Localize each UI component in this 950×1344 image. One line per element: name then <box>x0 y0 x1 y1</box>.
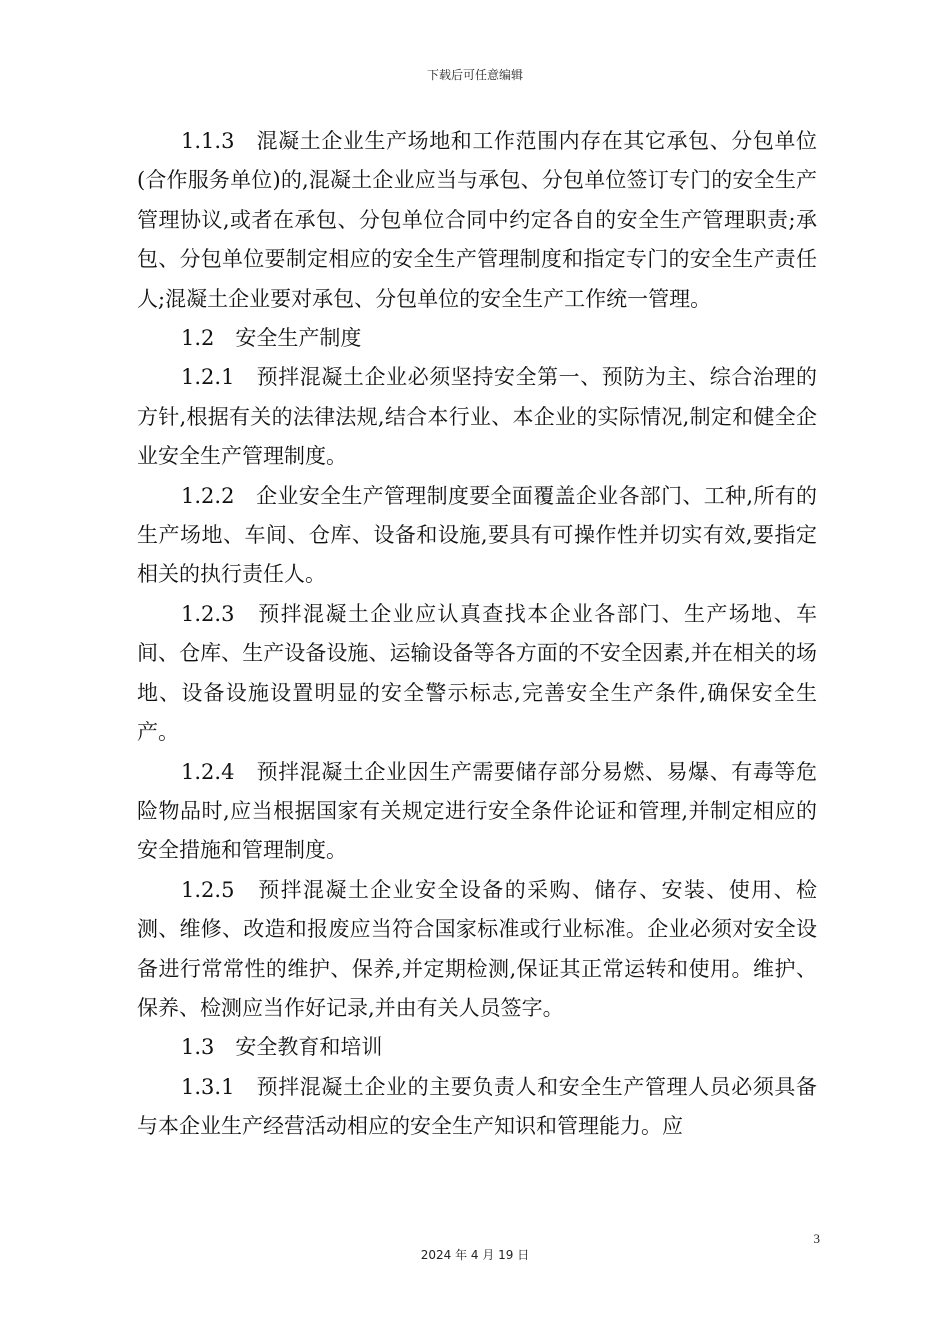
paragraph-1-2-2: 1.2.2 企业安全生产管理制度要全面覆盖企业各部门、工种,所有的生产场地、车间、仓库、设备和设施,要具有可操作性并切实有效,要指定相关的执行责任人。 <box>137 483 817 587</box>
heading-1-3: 1.3 安全教育和培训 <box>181 1035 383 1060</box>
header-note: 下载后可任意编辑 <box>426 68 523 82</box>
footer-date: 2024 年 4 月 19 日 <box>420 1248 530 1262</box>
paragraph-1-2-3: 1.2.3 预拌混凝土企业应认真查找本企业各部门、生产场地、车间、仓库、生产设备设施、运输设备等各方面的不安全因素,并在相关的场地、设备设施设置明显的安全警示标志,完善安全生产条件,确保安全生产。 <box>137 601 817 745</box>
paragraph-1-1-3: 1.1.3 混凝土企业生产场地和工作范围内存在其它承包、分包单位(合作服务单位)的,混凝土企业应当与承包、分包单位签订专门的安全生产管理协议,或者在承包、分包单位合同中约定各自的安全生产管理职责;承包、分包单位要制定相应的安全生产管理制度和指定专门的安全生产责任人;混凝土企业要对承包、分包单位的安全生产工作统一管理。 <box>137 129 817 311</box>
paragraph-1-2-1: 1.2.1 预拌混凝土企业必须坚持安全第一、预防为主、综合治理的方针,根据有关的法律法规,结合本行业、本企业的实际情况,制定和健全企业安全生产管理制度。 <box>137 365 817 469</box>
document-body <box>137 122 817 1147</box>
paragraph-1-2-4: 1.2.4 预拌混凝土企业因生产需要储存部分易燃、易爆、有毒等危险物品时,应当根据国家有关规定进行安全条件论证和管理,并制定相应的安全措施和管理制度。 <box>137 759 817 863</box>
paragraph-1-2-5: 1.2.5 预拌混凝土企业安全设备的采购、储存、安装、使用、检测、维修、改造和报废应当符合国家标准或行业标准。企业必须对安全设备进行常常性的维护、保养,并定期检测,保证其正常运转和使用。维护、保养、检测应当作好记录,并由有关人员签字。 <box>137 877 817 1020</box>
paragraph-1-3-1: 1.3.1 预拌混凝土企业的主要负责人和安全生产管理人员必须具备与本企业生产经营活动相应的安全生产知识和管理能力。应 <box>137 1074 817 1139</box>
heading-1-2: 1.2 安全生产制度 <box>181 326 362 351</box>
page-number: 3 <box>813 1231 820 1246</box>
